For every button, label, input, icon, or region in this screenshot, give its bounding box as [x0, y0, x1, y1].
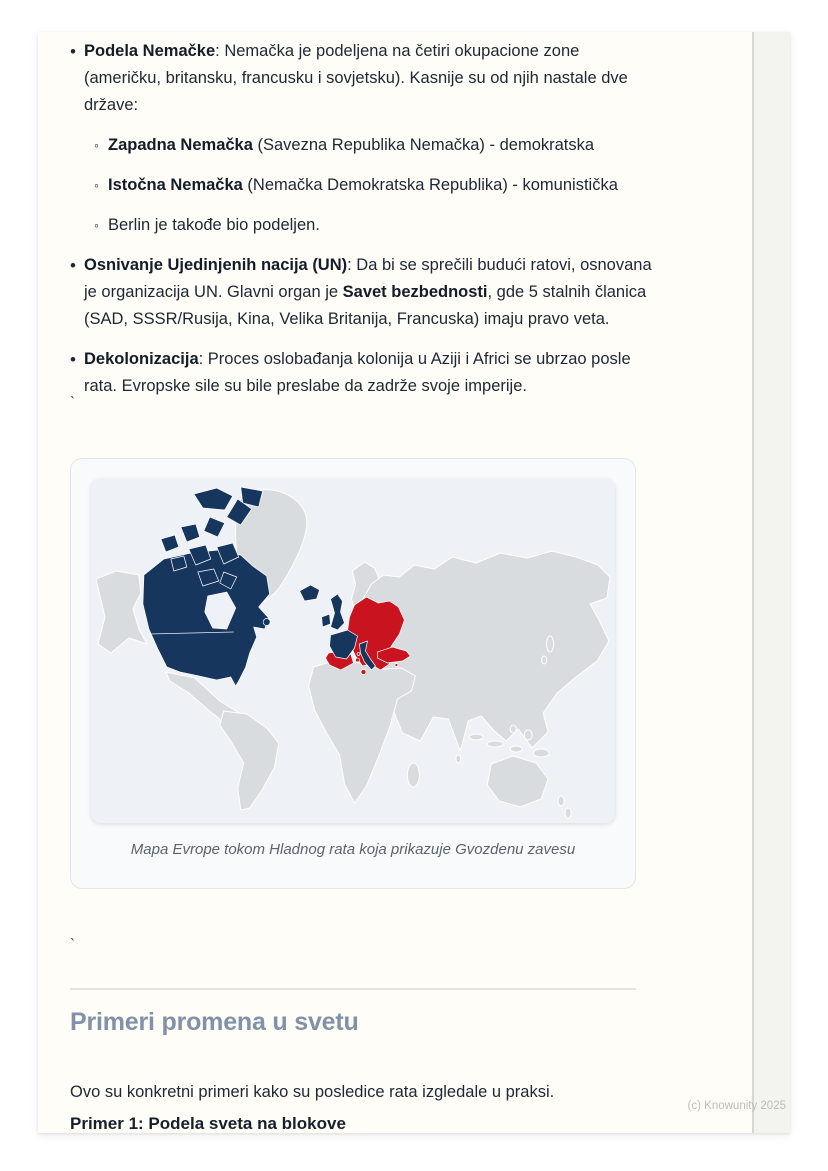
section-heading: Primeri promena u svetu [70, 1008, 359, 1036]
example-heading: Primer 1: Podela sveta na blokove [70, 1114, 346, 1133]
document-page [38, 32, 790, 1133]
list-item-text: Zapadna Nemačka (Savezna Republika Nemačka) - demokratska [108, 136, 595, 154]
list-item-text: Dekolonizacija: Proces oslobađanja kolonija u Aziji i Africi se ubrzao posle rata. Evropske sile su bile preslabe da zadrže svoje imperije. [84, 350, 631, 395]
map-figure-card [70, 458, 636, 889]
consequences-list [70, 38, 652, 413]
list-item-text: Osnivanje Ujedinjenih nacija (UN): Da bi se sprečili budući ratovi, osnovana je organizacija UN. Glavni organ je Savet bezbednosti, gde 5 stalnih članica (SAD, SSSR/Rusija, Kina, Velika Britanija, Francuska) imaju pravo veta. [84, 256, 652, 328]
copyright-watermark: (c) Knowunity 2025 [687, 1100, 786, 1112]
list-item [70, 38, 652, 239]
stray-backtick-1: ` [70, 394, 75, 411]
cold-war-map-image [91, 479, 615, 823]
sub-list [94, 132, 652, 239]
section-divider [70, 988, 636, 990]
sub-list-item [94, 132, 652, 159]
list-item-text: Podela Nemačke: Nemačka je podeljena na četiri okupacione zone (američku, britansku, francusku i sovjetsku). Kasnije su od njih nastale dve države: ◦ Zapadna Nemačka (Savezna Republika Nemačka) - demokratska ◦ Istočna Nemačka (Nemačka Demokratska Republika) - komunistička ◦ Berlin je takođe bio podeljen. [84, 38, 652, 239]
circle-marker: ◦ [94, 217, 99, 233]
list-item [70, 252, 652, 333]
circle-marker: ◦ [94, 137, 99, 153]
intro-paragraph: Ovo su konkretni primeri kako su posledice rata izgledale u praksi. [70, 1082, 555, 1101]
map-caption: Mapa Evrope tokom Hladnog rata koja prikazuje Gvozdenu zavesu [130, 841, 576, 858]
list-item-text: Istočna Nemačka (Nemačka Demokratska Republika) - komunistička [108, 176, 618, 194]
list-item [70, 346, 652, 400]
list-item-text: Berlin je takođe bio podeljen. [108, 216, 320, 234]
bullet-marker: • [70, 42, 76, 61]
sub-list-item [94, 172, 652, 199]
bullet-marker: • [70, 256, 76, 275]
stray-backtick-2: ` [70, 936, 75, 953]
world-map-svg [91, 479, 615, 823]
bullet-marker: • [70, 350, 76, 369]
sub-list-item [94, 212, 652, 239]
scrollbar-track[interactable] [752, 32, 790, 1133]
circle-marker: ◦ [94, 177, 99, 193]
